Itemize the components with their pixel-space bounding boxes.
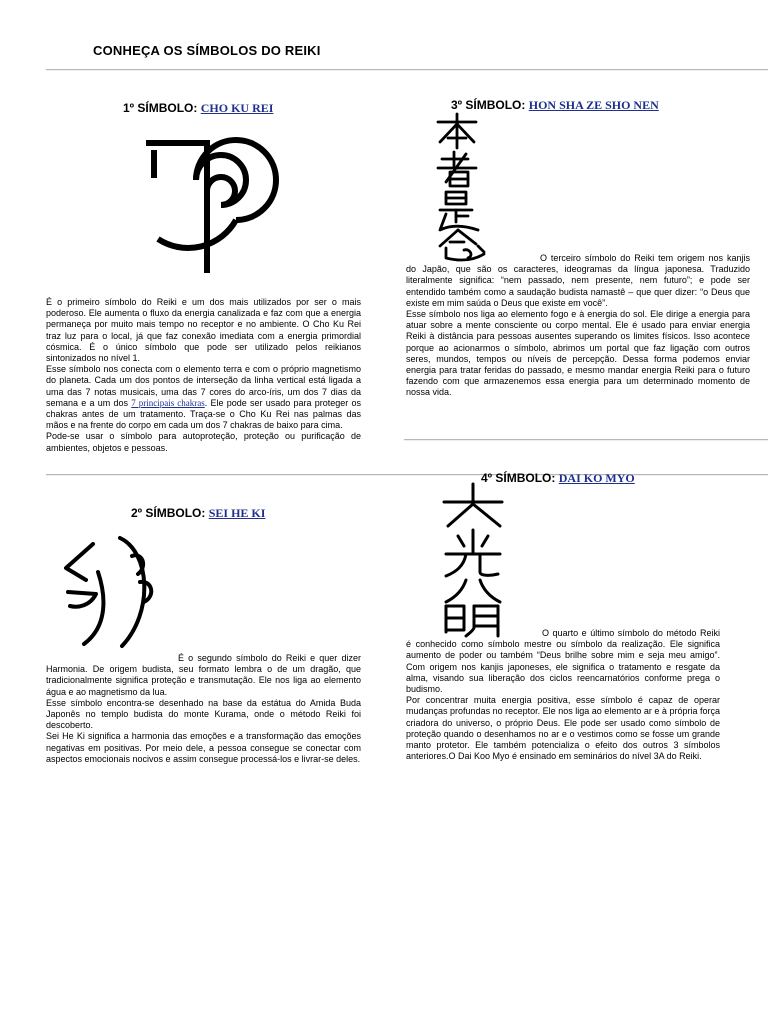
symbol-4-description <box>406 628 720 762</box>
page-title: CONHEÇA OS SÍMBOLOS DO REIKI <box>93 43 321 58</box>
hon-sha-ze-sho-nen-symbol-icon <box>432 112 492 264</box>
symbol-4-link[interactable]: DAI KO MYO <box>558 471 635 485</box>
paragraph: Esse símbolo nos liga ao elemento fogo e à energia do sol. Ele dirige a energia para atuar sobre a mente consciente ou corpo mental. Ele é usado para enviar energia Reiki à distância para pessoas ausentes superando os limites físicos. Isso acontece porque ao acionarmos o símbolo, abrimos um portal que faz ligação com outros seres, mundos, tempos ou níveis de percepção. Dessa forma podemos enviar energia para tratar feridas do passado, e mesmo mandar energia Reiki para o futuro fazendo com que armazenemos essa energia para um determinado momento de nossa vida. <box>406 309 750 398</box>
paragraph <box>406 253 750 309</box>
paragraph <box>46 653 361 698</box>
paragraph-text: O terceiro símbolo do Reiki tem origem nos kanjis do Japão, que são os caracteres, ideogramas da língua japonesa. Traduzido literalmente significa: “nem passado, nem presente, nem futuro”; e pode ser entendido também como a saudação budista namastê – que quer dizer: “o Deus que existe em mim saúda o Deus que existe em você”. <box>406 253 750 308</box>
paragraph: Pode-se usar o símbolo para autoproteção, proteção ou purificação de ambientes, objetos e pessoas. <box>46 431 361 453</box>
paragraph-text: O quarto e último símbolo do método Reiki é conhecido como símbolo mestre ou símbolo da realização. Ele significa aumento de poder ou também “Deus brilhe sobre mim e seja meu amigo”. Com origem nos kanjis japoneses, ele significa o tratamento e resgate da alma, visando sua liberação dos ciclos reencarnatórios conforme prega o budismo. <box>406 628 720 695</box>
symbol-2-heading-prefix: 2º SÍMBOLO: <box>131 506 206 520</box>
paragraph: Por concentrar muita energia positiva, esse símbolo é capaz de operar mudanças profundas no receptor. Ele nos liga ao elemento ar e à própria força criadora do universo, o próprio Deus. Ele pode ser usado como símbolo de proteção quando o desenhamos no ar e o vestimos como se fosse um grande manto protetor. Ele também potencializa o efeito dos outros 3 símbolos anteriores.O Dai Koo Myo é ensinado em seminários do nível 3A do Reiki. <box>406 695 720 762</box>
cho-ku-rei-symbol-icon <box>140 138 280 278</box>
symbol-3-heading <box>451 98 659 113</box>
symbol-2-link[interactable]: SEI HE KI <box>208 506 266 520</box>
symbol-1-link[interactable]: CHO KU REI <box>200 101 274 115</box>
sei-he-ki-symbol-icon <box>60 528 166 656</box>
dai-ko-myo-symbol-icon <box>438 482 508 638</box>
symbol-2-description <box>46 653 361 765</box>
paragraph: Esse símbolo encontra-se desenhado na base da estátua do Amida Buda Japonês no templo budista do monte Kurama, onde o método Reiki foi descoberto. <box>46 697 361 731</box>
symbol-1-heading-prefix: 1º SÍMBOLO: <box>123 101 198 115</box>
paragraph: Sei He Ki significa a harmonia das emoções e a transformação das emoções negativas em positivas. Por meio dele, a pessoa consegue se conectar com aspectos emocionais nocivos e assim consegue processá-los e livrar-se deles. <box>46 731 361 764</box>
paragraph-text: . Ele pode ser usado para proteger os chakras antes de um tratamento. Traça-se o Cho Ku Rei nas palmas das mãos e na frente do corpo em cada um dos 7 chakras de baixo para cima. <box>46 397 361 431</box>
chakras-link[interactable]: 7 principais chakras <box>131 397 205 408</box>
paragraph: É o primeiro símbolo do Reiki e um dos mais utilizados por ser o mais poderoso. Ele aumenta o fluxo da energia canalizada e faz com que a energia permaneça por muito mais tempo no receptor e no ambiente. O Cho Ku Rei traz luz para o local, já que faz conexão imediata com a energia primordial cósmica. É o único símbolo que pode ser utilizado pelos reikianos sintonizados no nível 1. <box>46 297 361 364</box>
divider-right-mid <box>404 439 768 441</box>
paragraph-text: Esse símbolo nos conecta com o elemento terra e com o próprio magnetismo do planeta. Cada um dos pontos de interseção da linha vertical está ligada a uma das 7 notas musicais, uma das 7 cores do arco-íris, um dos 7 dias da semana e a um dos <box>46 364 361 408</box>
symbol-1-description <box>46 297 361 454</box>
paragraph <box>46 364 361 431</box>
paragraph <box>406 628 720 695</box>
symbol-3-description <box>406 253 750 399</box>
symbol-1-heading <box>123 101 273 116</box>
symbol-3-link[interactable]: HON SHA ZE SHO NEN <box>528 98 659 112</box>
symbol-2-heading <box>131 506 265 521</box>
divider-top <box>46 69 768 71</box>
paragraph-text: É o segundo símbolo do Reiki e quer dizer Harmonia. De origem budista, seu formato lembra o de um dragão, que tradicionalmente significa proteção e transmutação. Ele nos liga ao elemento água e ao magnetismo da lua. <box>46 653 361 697</box>
divider-middle <box>46 474 768 476</box>
symbol-4-heading-prefix: 4º SÍMBOLO: <box>481 471 556 485</box>
symbol-3-heading-prefix: 3º SÍMBOLO: <box>451 98 526 112</box>
